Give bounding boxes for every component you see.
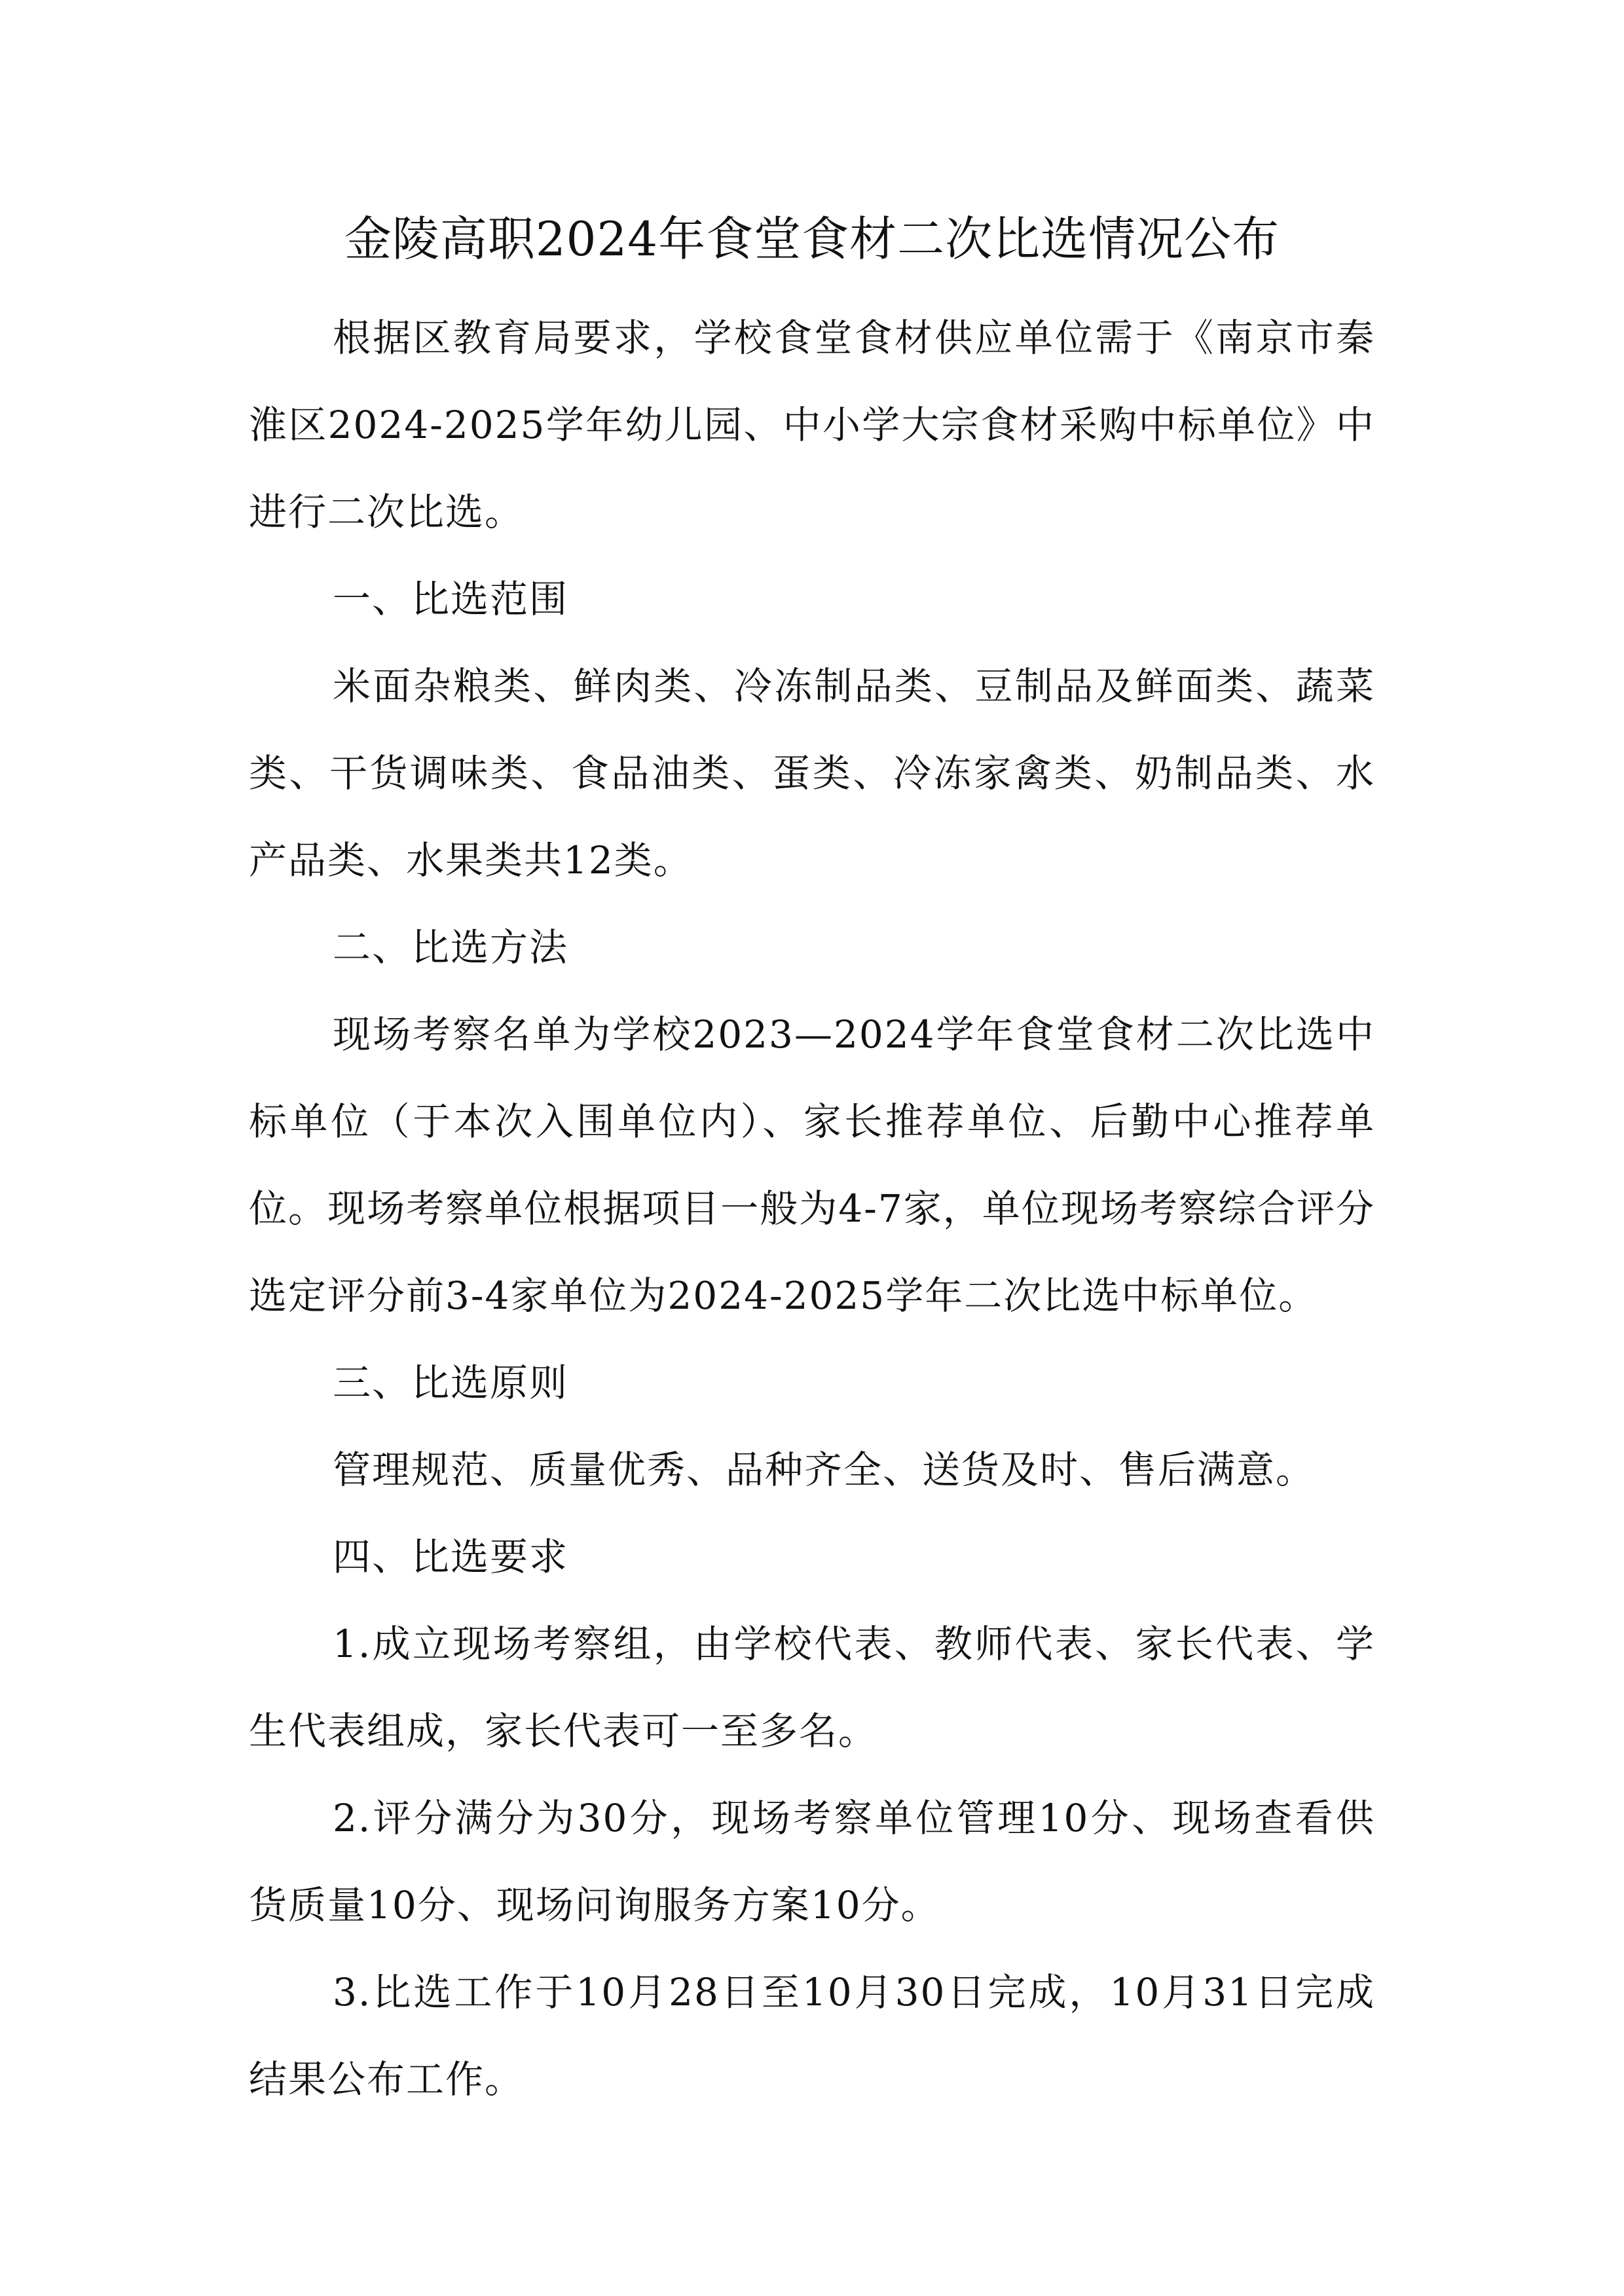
scope-paragraph: 米面杂粮类、鲜肉类、冷冻制品类、豆制品及鲜面类、蔬菜类、干货调味类、食品油类、蛋类、冷冻家禽类、奶制品类、水产品类、水果类共12类。 bbox=[249, 664, 1375, 883]
section-heading-scope: 一、比选范围 bbox=[333, 577, 569, 621]
intro-paragraph: 根据区教育局要求，学校食堂食材供应单位需于《南京市秦淮区2024-2025学年幼儿园、中小学大宗食材采购中标单位》中进行二次比选。 bbox=[249, 316, 1375, 534]
principle-paragraph: 管理规范、质量优秀、品种齐全、送货及时、售后满意。 bbox=[333, 1448, 1316, 1492]
section-heading-method: 二、比选方法 bbox=[333, 925, 569, 970]
section-heading-principle: 三、比选原则 bbox=[333, 1360, 569, 1405]
document-title: 金陵高职2024年食堂食材二次比选情况公布 bbox=[344, 211, 1280, 266]
document-body bbox=[249, 295, 1375, 2123]
section-heading-requirements: 四、比选要求 bbox=[333, 1535, 569, 1579]
requirement-item-2: 2.评分满分为30分，现场考察单位管理10分、现场查看供货质量10分、现场问询服务方案10分。 bbox=[249, 1796, 1375, 1927]
requirement-item-3: 3.比选工作于10月28日至10月30日完成，10月31日完成结果公布工作。 bbox=[249, 1970, 1375, 2102]
method-paragraph: 现场考察名单为学校2023—2024学年食堂食材二次比选中标单位（于本次入围单位内）、家长推荐单位、后勤中心推荐单位。现场考察单位根据项目一般为4-7家，单位现场考察综合评分选定评分前3-4家单位为2024-2025学年二次比选中标单位。 bbox=[249, 1012, 1375, 1318]
requirement-item-1: 1.成立现场考察组，由学校代表、教师代表、家长代表、学生代表组成，家长代表可一至多名。 bbox=[249, 1622, 1375, 1753]
